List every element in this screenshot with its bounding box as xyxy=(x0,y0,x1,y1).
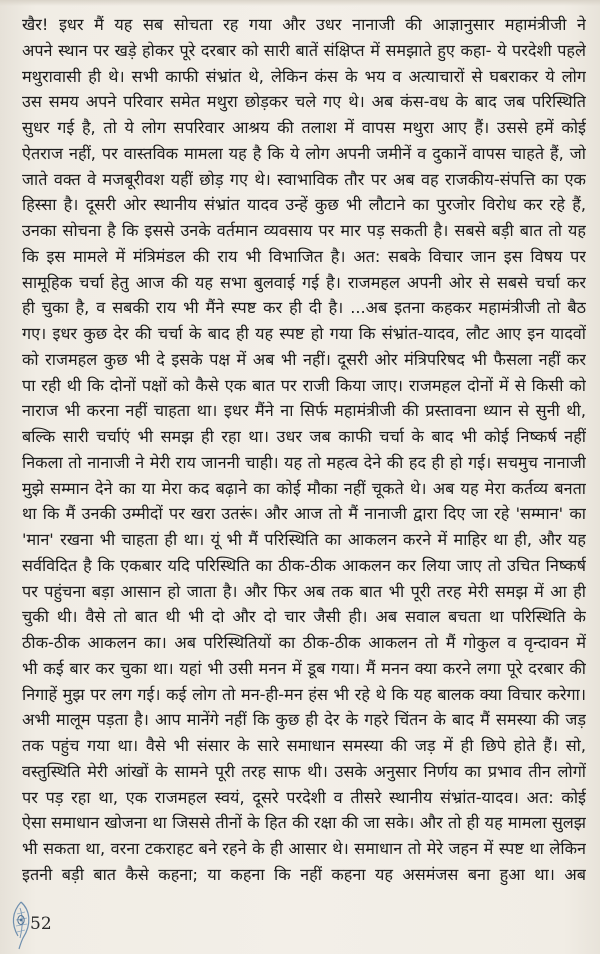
text-line: को राजमहल कुछ भी दे इसके पक्ष में अब भी नहीं। दूसरी ओर मंत्रिपरिषद भी फैसला नहीं कर xyxy=(22,349,586,369)
text-line: हिस्सा है। दूसरी ओर स्थानीय संभ्रांत यादव उन्हें कुछ भी लौटाने का पुरजोर विरोध कर रहे हैं, xyxy=(22,195,586,215)
text-line: भी कई बार कर चुका था। यहां भी उसी मनन में डूब गया। मैं मनन क्या करने लगा पूरे दरबार की xyxy=(22,658,586,678)
text-line: सुधर गई है, तो ये लोग सपरिवार आश्रय की तलाश में वापस मथुरा आए हैं। उससे हमें कोई xyxy=(22,118,586,137)
text-line: ऐतराज नहीं, पर वास्तविक मामला यह है कि ये लोग अपनी जमीनें व दुकानें वापस चाहते हैं, जो xyxy=(22,143,586,163)
page-footer xyxy=(0,894,600,954)
text-line: पर पहुंचना बड़ा आसान हो जाता है। और फिर अब तक बात भी पूरी तरह मेरी समझ में आ ही xyxy=(22,581,586,601)
text-line: बल्कि सारी चर्चाएं भी समझ ही रहा था। उधर जब काफी चर्चा के बाद भी कोई निष्कर्ष नहीं xyxy=(22,427,586,446)
text-line: ही चुका है, व सबकी राय भी मैंने स्पष्ट कर ही दी है। ...अब इतना कहकर महामंत्रीजी तो बैठ xyxy=(22,298,586,318)
text-line: इतनी बड़ी बात कैसे कहना; या कहना कि नहीं कहना यह असमंजस बना हुआ था। अब xyxy=(22,864,586,884)
text-line: 'मान' रखना भी चाहता ही था। यूं भी मैं परिस्थिति का आकलन करने में माहिर था ही, और यह xyxy=(22,530,586,549)
page-top-edge xyxy=(0,0,600,6)
text-line: वस्तुस्थिति मेरी आंखों के सामने पूरी तरह साफ थी। उसके अनुसार निर्णय का प्रभाव तीन लोगों xyxy=(22,761,586,781)
text-line: मुझे सम्मान देने का या मेरा कद बढ़ाने का कोई मौका नहीं चूकते थे। अब यह मेरा कर्तव्य बनता xyxy=(22,478,586,498)
text-line: था कि मैं उनकी उम्मीदों पर खरा उतरूं। और आज तो मैं नानाजी द्वारा दिए जा रहे 'सम्मान' का xyxy=(22,504,586,524)
text-line: पा रही थी कि दोनों पक्षों को कैसे एक बात पर राजी किया जाए। राजमहल दोनों में से किसी को xyxy=(22,375,586,395)
text-line: मथुरावासी ही थे। सभी काफी संभ्रांत थे, लेकिन कंस के भय व अत्याचारों से घबराकर ये लोग xyxy=(22,66,586,86)
text-line: निगाहें मुझ पर लग गई। कई लोग तो मन-ही-मन हंस भी रहे थे कि यह बालक क्या विचार करेगा। xyxy=(22,684,586,704)
text-line: उनका सोचना है कि इससे उनके वर्तमान व्यवसाय पर मार पड़ सकती है। सबसे बड़ी बात तो यह xyxy=(22,221,586,240)
body-text xyxy=(22,12,586,888)
text-line: खैर! इधर मैं यह सब सोचता रह गया और उधर नानाजी की आज्ञानुसार महामंत्रीजी ने xyxy=(22,15,586,34)
text-line: भी सकता था, वरना टकराहट बने रहने के ही आसार थे। समाधान तो मेरे जहन में स्पष्ट था लेकिन xyxy=(22,839,586,858)
text-line: ठीक-ठीक आकलन का। अब परिस्थितियों का ठीक-ठीक आकलन तो मैं गोकुल व वृन्दावन में xyxy=(22,633,586,652)
text-line: कि इस मामले में मंत्रिमंडल की राय भी विभाजित है। अत: सबके विचार जान इस विषय पर xyxy=(22,246,586,266)
text-line: पर पड़ रहा था, एक राजमहल स्वयं, दूसरे परदेशी व तीसरे स्थानीय संभ्रांत-यादव। अत: कोई xyxy=(22,787,586,807)
text-line: तक पहुंच गया था। वैसे भी संसार के सारे समाधान समस्या की जड़ में ही छिपे होते हैं। सो, xyxy=(22,736,586,755)
text-line: जाते वक्त वे मजबूरीवश यहीं छोड़ गए थे। स्वाभाविक तौर पर अब वह राजकीय-संपत्ति का एक xyxy=(22,169,586,189)
text-line: सर्वविदित है कि एकबार यदि परिस्थिति का ठीक-ठीक आकलन कर लिया जाए तो उचित निष्कर्ष xyxy=(22,555,586,575)
page-number: 52 xyxy=(30,914,52,934)
text-line: अपने स्थान पर खड़े होकर पूरे दरबार को सारी बातें संक्षिप्त में समझाते हुए कहा- ये परदेशी पहले xyxy=(22,40,586,60)
text-line: सामूहिक चर्चा हेतु आज की यह सभा बुलवाई गई है। राजमहल अपनी ओर से सबसे चर्चा कर xyxy=(22,272,586,292)
text-line: नाराज भी करना नहीं चाहता था। इधर मैंने ना सिर्फ महामंत्रीजी की प्रस्तावना ध्यान से सुनी थी, xyxy=(22,401,586,421)
text-line: निकला तो नानाजी ने मेरी राय जाननी चाही। यह तो महत्व देने की हद ही हो गई। सचमुच नानाजी xyxy=(22,452,586,472)
text-line: अभी मालूम पड़ता है। आप मानेंगे नहीं कि कुछ ही देर के गहरे चिंतन के बाद मैं समस्या की जड़ xyxy=(22,710,586,730)
text-line: गए। इधर कुछ देर की चर्चा के बाद ही यह स्पष्ट हो गया कि संभ्रांत-यादव, लौट आए इन यादवों xyxy=(22,324,586,343)
text-line: ऐसा समाधान खोजना था जिससे तीनों के हित की रक्षा की जा सके। और तो ही यह मामला सुलझ xyxy=(22,813,586,833)
text-line: चुकी थी। वैसे तो बात थी भी दो और दो चार जैसी ही। अब सवाल बचता था परिस्थिति के xyxy=(22,607,586,627)
text-line: उस समय अपने परिवार समेत मथुरा छोड़कर चले गए थे। अब कंस-वध के बाद जब परिस्थिति xyxy=(22,92,586,112)
